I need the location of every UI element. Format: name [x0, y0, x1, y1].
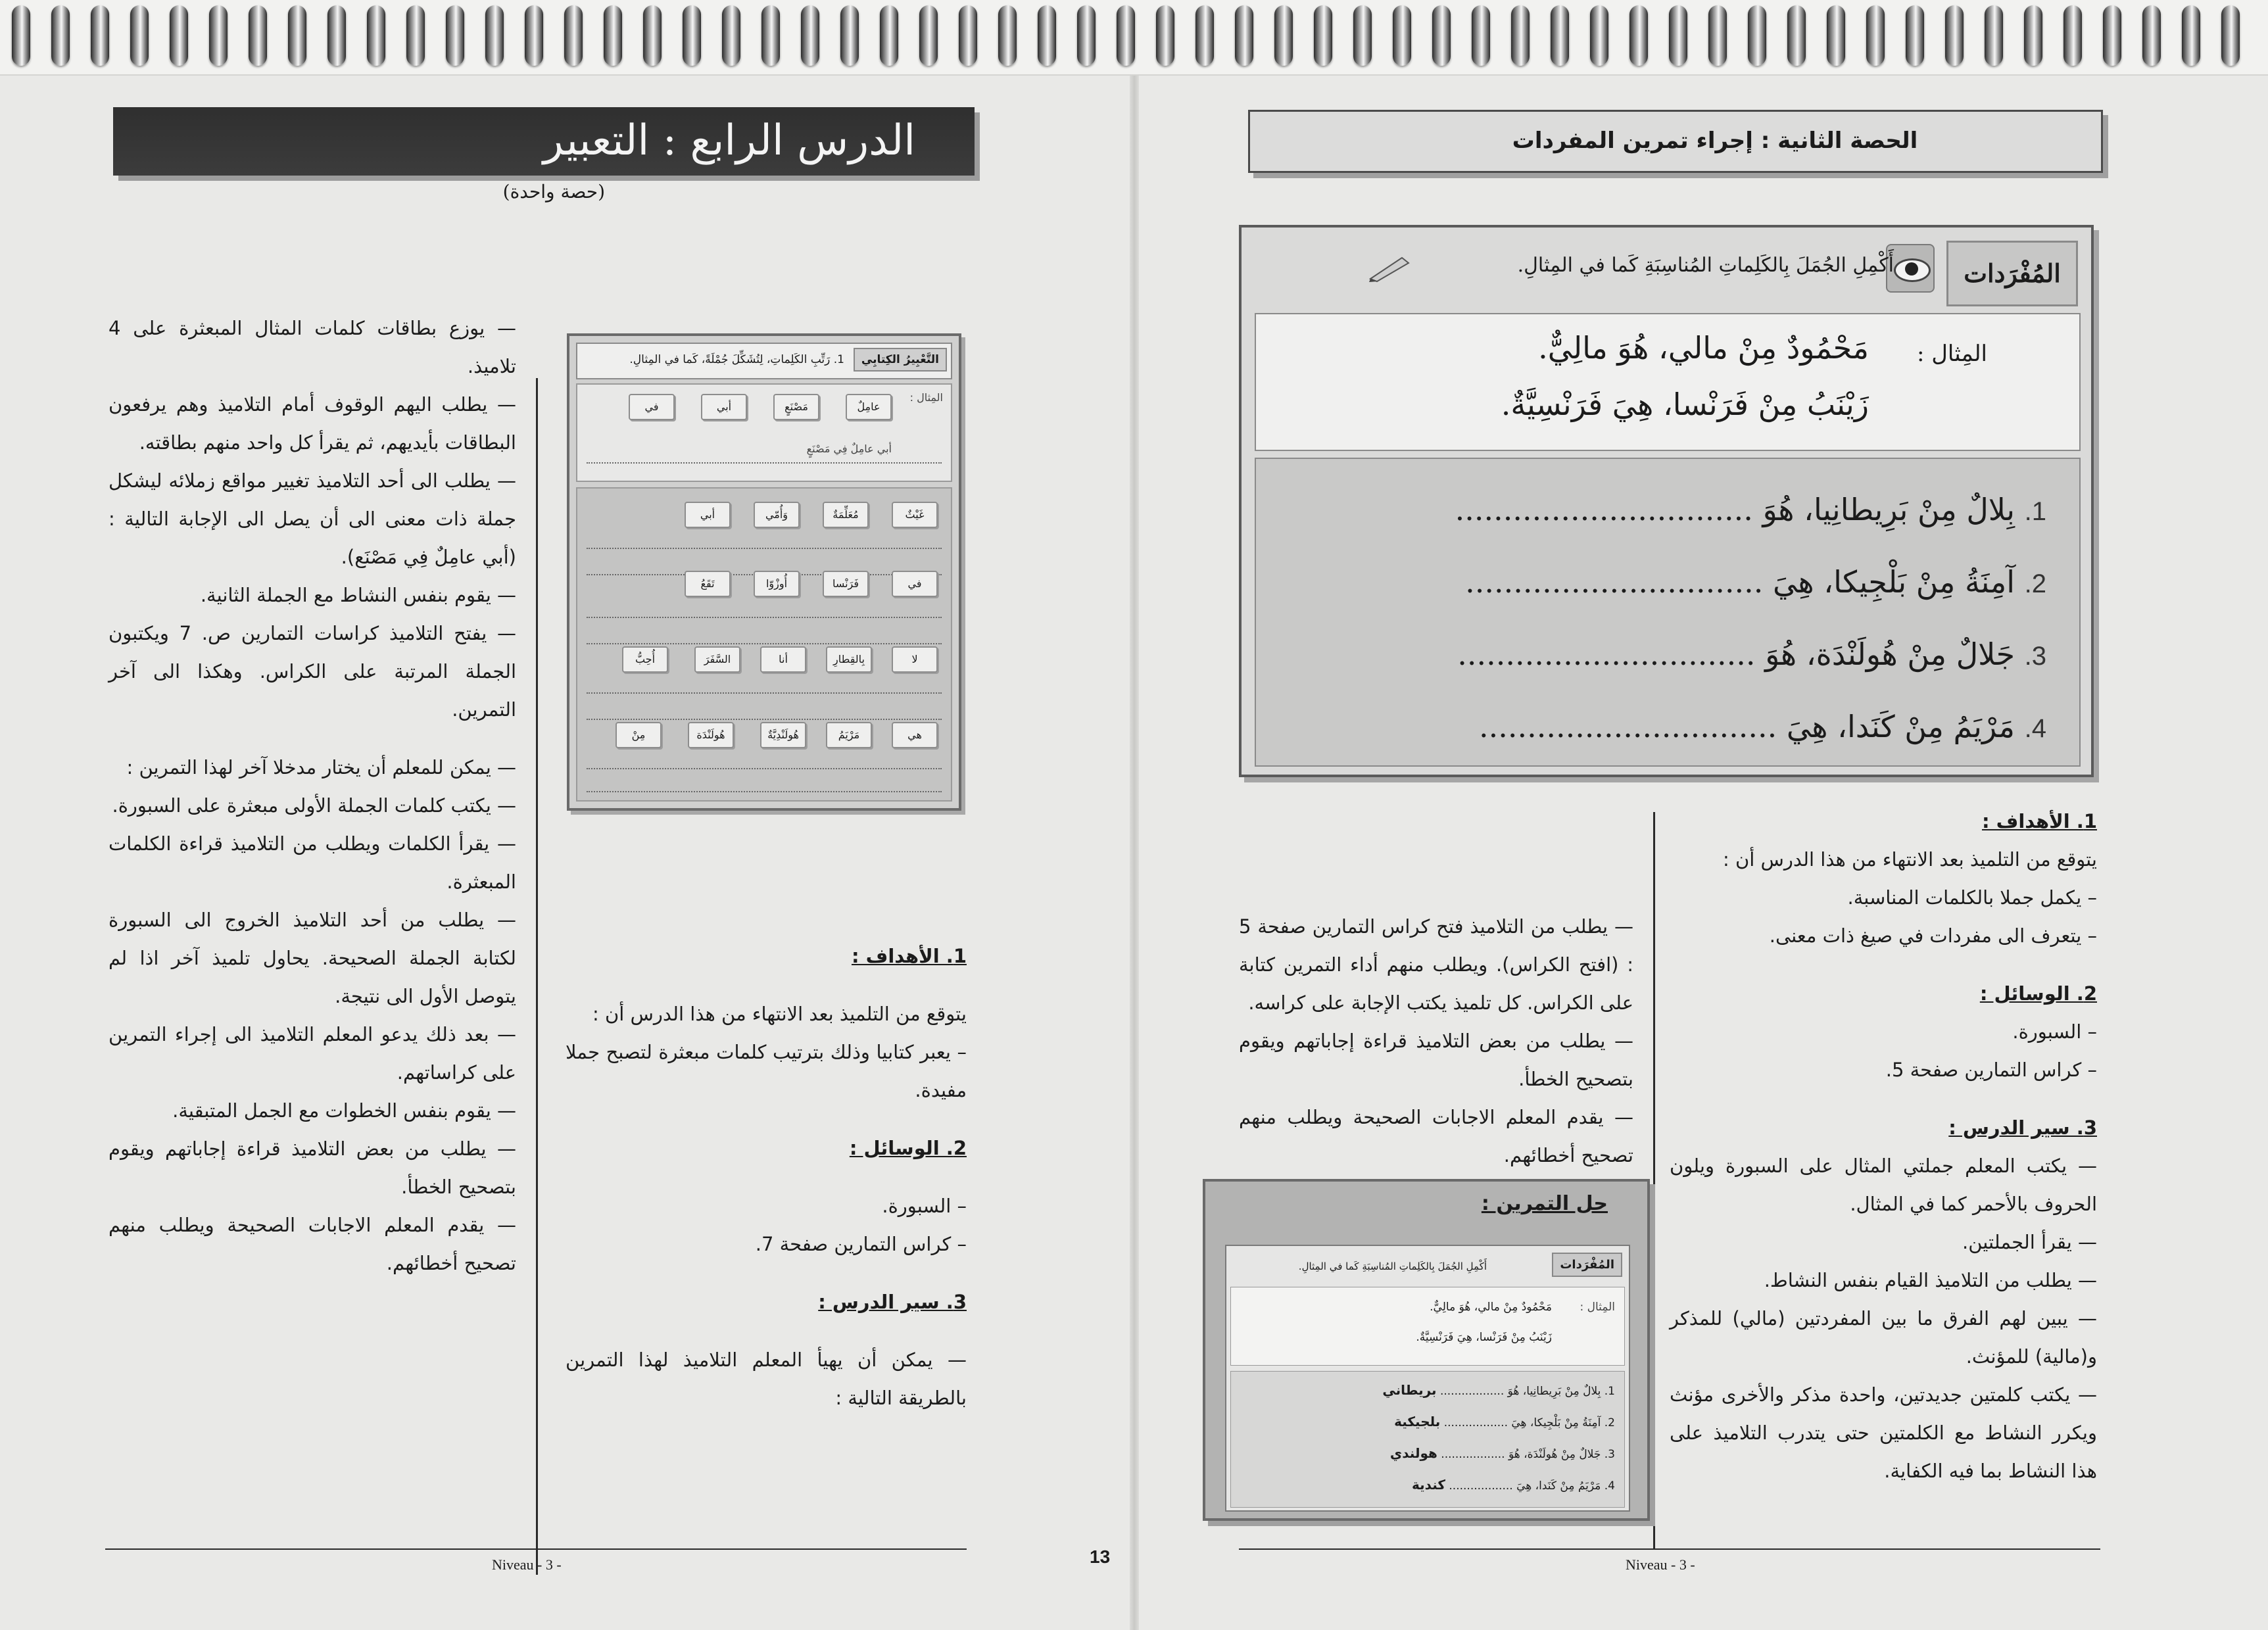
item-text: آمِنَةُ مِنْ بَلْجِيكا، هِيَ ...............................: [1465, 564, 2015, 600]
word-card: أُوزْوّا: [754, 571, 800, 597]
binding-ring: [1077, 5, 1096, 66]
exercise-example-panel: [576, 383, 952, 482]
word-card: لا: [892, 646, 938, 673]
answer-line: [587, 768, 942, 769]
binding-ring: [722, 5, 740, 66]
means-item: – السبورة.: [2012, 1020, 2097, 1043]
paragraph: — يكتب المعلم جملتي المثال على السبورة ويلون الحروف بالأحمر كما في المثال.: [1670, 1155, 2097, 1215]
binding-ring: [446, 5, 464, 66]
question-text: 2. آمِنَةُ مِنْ بَلْجِيكا، هِيَ ..................: [1443, 1416, 1615, 1429]
paragraph: — يمكن للمعلم أن يختار مدخلا آخر لهذا التمرين :: [126, 756, 516, 779]
item-number: 4.: [2024, 714, 2046, 743]
answer-line: [587, 548, 942, 549]
paragraph: – يكمل جملا بالكلمات المناسبة.: [1847, 886, 2097, 909]
procedure-heading: 3. سير الدرس :: [1948, 1116, 2097, 1139]
word-card: غَيْثٌ: [892, 502, 938, 528]
objectives-heading: 1. الأهداف :: [851, 945, 967, 967]
word-card: في: [892, 571, 938, 597]
paragraph: — يطلب من أحد التلاميذ الخروج الى السبورة لكتابة الجملة الصحيحة. يحاول تلميذ آخر اذا لم يتوصل الأول الى نتيجة.: [109, 909, 516, 1007]
session-title: الحصة الثانية : إجراء تمرين المفردات: [1248, 110, 2103, 173]
answer-text: هولندي: [1389, 1445, 1437, 1461]
item-text: جَلالٌ مِنْ هُولَنْدَة، هُوَ ...............................: [1457, 636, 2015, 672]
word-card: هي: [892, 722, 938, 748]
paragraph: – يعبر كتابيا وذلك بترتيب كلمات مبعثرة لتصبح جملا مفيدة.: [566, 1041, 967, 1101]
word-card: تَقَعُ: [685, 571, 731, 597]
binding-ring: [170, 5, 188, 66]
paragraph: — يمكن أن يهيأ المعلم التلاميذ لهذا التمرين بالطريقة التالية :: [566, 1349, 967, 1409]
binding-ring: [525, 5, 543, 66]
solution-row: [1240, 1414, 1615, 1429]
paragraph: — يقوم بنفس الخطوات مع الجمل المتبقية.: [172, 1099, 516, 1122]
binding-ring: [2221, 5, 2240, 66]
binding-ring: [2063, 5, 2082, 66]
exercise-instruction: أَكْمِلِ الجُمَلَ بِالكَلِماتِ المُناسِبَةِ كَما في المِثالِ.: [1517, 254, 1894, 277]
binding-ring: [1235, 5, 1253, 66]
lesson-title: الدرس الرابع : التعبير: [113, 107, 975, 176]
example-label: المِثال :: [1916, 341, 1987, 367]
paragraph: يتوقع من التلميذ بعد الانتهاء من هذا الدرس أن :: [592, 1003, 967, 1025]
binding-ring: [485, 5, 504, 66]
paragraph: — يطلب من بعض التلاميذ قراءة إجاباتهم ويقوم بتصحيح الخطأ.: [1239, 1030, 1633, 1090]
paragraph: — يبين لهم الفرق ما بين المفردتين (مالي) للمذكر و(مالية) للمؤنث.: [1670, 1307, 2097, 1368]
binding-ring: [1551, 5, 1569, 66]
exercise-item: [1323, 564, 2046, 600]
left-page-right-column: [109, 309, 516, 1282]
word-card: مَصْنَعٍ: [773, 394, 819, 420]
binding-ring: [604, 5, 622, 66]
binding-ring: [1117, 5, 1135, 66]
paragraph: — يطلب من التلاميذ فتح كراس التمارين صفحة 5 : (افتح الكراس). ويطلب منهم أداء التمرين كتابة على الكراس. كل تلميذ يكتب الإجابة على كراسه.: [1239, 915, 1633, 1014]
right-page-right-column: [1670, 802, 2097, 1490]
word-card: أبي: [685, 502, 731, 528]
question-text: 4. مَرْيَمُ مِنْ كَنَدا، هِيَ ..................: [1449, 1479, 1615, 1493]
exercise-instruction: أَكْمِلِ الجُمَلَ بِالكَلِماتِ المُناسِبَةِ كَما في المِثالِ.: [1298, 1260, 1487, 1272]
column-divider: [536, 378, 538, 1575]
word-card: السَّفَرَ: [694, 646, 740, 673]
answer-line: [587, 791, 942, 792]
solution-example: [1230, 1287, 1625, 1366]
word-card: هُولَنْدِيَّةٌ: [760, 722, 806, 748]
binding-ring: [919, 5, 938, 66]
example-sentence: زَيْنَبُ مِنْ فَرَنْسا، هِيَ فَرَنْسِيَّةٌ.: [1501, 387, 1869, 422]
paragraph: — يقوم بنفس النشاط مع الجملة الثانية.: [200, 584, 516, 606]
binding-ring: [1511, 5, 1530, 66]
binding-ring: [959, 5, 977, 66]
example-label: المِثال :: [909, 391, 943, 404]
answer-text: بريطاني: [1382, 1382, 1437, 1398]
solution-title: حل التمرين :: [1481, 1192, 1608, 1215]
binding-ring: [1393, 5, 1411, 66]
exercise-instruction: 1. رَتِّبِ الكَلِماتِ، لِتُشَكِّلَ جُمْلَةً، كَما في المِثالِ.: [629, 353, 844, 366]
binding-ring: [1590, 5, 1608, 66]
binding-ring: [367, 5, 385, 66]
exercise-item: [1323, 709, 2046, 744]
binding-ring: [998, 5, 1017, 66]
writing-exercise-image: [567, 333, 961, 811]
word-card: عامِلٌ: [846, 394, 892, 420]
paragraph: يتوقع من التلميذ بعد الانتهاء من هذا الدرس أن :: [1722, 848, 2097, 871]
binding-ring: [761, 5, 780, 66]
binding-ring: [1314, 5, 1332, 66]
answer-line: [587, 643, 942, 644]
exercise-item: [1323, 492, 2046, 527]
item-number: 3.: [2024, 642, 2046, 671]
means-item: – كراس التمارين صفحة 7.: [755, 1233, 967, 1255]
binding-ring: [1432, 5, 1451, 66]
binding-ring: [564, 5, 583, 66]
word-card: بِالقِطارِ: [826, 646, 872, 673]
binding-ring: [2142, 5, 2161, 66]
exercise-tab: المُفْرَدات: [1552, 1253, 1622, 1277]
answer-line: [587, 617, 942, 618]
word-card: هُولَنْدَة: [688, 722, 734, 748]
example-panel: [1255, 313, 2081, 451]
paragraph: — يقدم المعلم الاجابات الصحيحة ويطلب منهم تصحيح أخطائهم.: [109, 1214, 516, 1274]
word-card: مِنْ: [615, 722, 662, 748]
paragraph: — يكتب كلمتين جديدتين، واحدة مذكر والأخرى مؤنث ويكرر النشاط مع الكلمتين حتى يتدرب التلاميذ على هذا النشاط بما فيه الكفاية.: [1670, 1383, 2097, 1482]
right-page-left-column: [1239, 907, 1633, 1174]
question-text: 3. جَلالٌ مِنْ هُولَنْدَة، هُوَ ..................: [1441, 1448, 1615, 1461]
binding-ring: [209, 5, 228, 66]
solution-header: [1230, 1250, 1625, 1284]
exercise-header: [576, 343, 952, 379]
exercise-item: [1323, 636, 2046, 672]
binding-ring: [880, 5, 898, 66]
objectives-heading: 1. الأهداف :: [1981, 810, 2097, 832]
page-number: 13: [1090, 1546, 1111, 1567]
example-sentence: مَحْمُودٌ مِنْ مالي، هُوَ مالِيٌّ.: [1538, 330, 1869, 366]
pencil-icon: [1368, 252, 1414, 283]
item-text: بِلالٌ مِنْ بَرِيطانِيا، هُوَ ...............................: [1455, 492, 2015, 527]
paragraph: – يتعرف الى مفردات في صيغ ذات معنى.: [1769, 924, 2097, 947]
binding-ring: [1274, 5, 1293, 66]
solution-exercise: [1225, 1245, 1630, 1512]
binding-ring: [288, 5, 306, 66]
footer-level: Niveau - 3 -: [492, 1556, 562, 1573]
word-card: أنا: [760, 646, 806, 673]
paragraph: — يطلب من التلاميذ القيام بنفس النشاط.: [1764, 1269, 2097, 1291]
binding-ring: [249, 5, 267, 66]
binding-ring: [327, 5, 346, 66]
item-number: 1.: [2024, 497, 2046, 526]
binding-ring: [1985, 5, 2003, 66]
binding-ring: [683, 5, 701, 66]
binding-ring: [1353, 5, 1372, 66]
binding-ring: [801, 5, 819, 66]
word-card: مَرْيَمُ: [826, 722, 872, 748]
solution-row: [1240, 1382, 1615, 1398]
procedure-heading: 3. سير الدرس :: [818, 1291, 967, 1313]
word-card: وَأُمّي: [754, 502, 800, 528]
answer-text: كندية: [1412, 1477, 1445, 1493]
binding-ring: [2182, 5, 2200, 66]
word-card: فَرَنْسا: [823, 571, 869, 597]
means-heading: 2. الوسائل :: [1979, 982, 2097, 1005]
footer-rule: [1239, 1548, 2100, 1550]
vocabulary-exercise: [1239, 225, 2094, 777]
binding-ring: [2024, 5, 2042, 66]
binding-ring: [1866, 5, 1885, 66]
lesson-subtitle: (حصة واحدة): [502, 181, 605, 203]
means-item: – السبورة.: [882, 1195, 967, 1217]
binding-ring: [12, 5, 30, 66]
binding-ring: [1629, 5, 1648, 66]
binding-ring: [51, 5, 70, 66]
example-label: المِثال :: [1580, 1301, 1615, 1314]
solution-row: [1240, 1477, 1615, 1493]
paragraph: — بعد ذلك يدعو المعلم التلاميذ الى إجراء التمرين على كراساتهم.: [109, 1023, 516, 1084]
paragraph: — يقرأ الجملتين.: [1962, 1231, 2097, 1253]
solution-row: [1240, 1445, 1615, 1461]
binding-ring: [1906, 5, 1924, 66]
binding-ring: [91, 5, 109, 66]
binding-ring: [130, 5, 149, 66]
example-answer: أبي عامِلٌ فِي مَصْنَعٍ: [806, 443, 892, 455]
binding-ring: [406, 5, 425, 66]
binding-ring: [1748, 5, 1766, 66]
item-text: مَرْيَمُ مِنْ كَنَدا، هِيَ ...............................: [1478, 709, 2015, 744]
answer-line: [587, 692, 942, 694]
binding-ring: [1708, 5, 1727, 66]
binding-ring: [1945, 5, 1964, 66]
word-card: في: [629, 394, 675, 420]
means-heading: 2. الوسائل :: [849, 1137, 967, 1159]
paragraph: — يطلب اليهم الوقوف أمام التلاميذ وهم يرفعون البطاقات بأيديهم، ثم يقرأ كل واحد منهم بطاقته.: [109, 393, 516, 454]
paragraph: — يطلب من بعض التلاميذ قراءة إجاباتهم ويقوم بتصحيح الخطأ.: [109, 1138, 516, 1198]
paragraph: — يكتب كلمات الجملة الأولى مبعثرة على السبورة.: [112, 794, 516, 817]
answer-text: بلجيكية: [1394, 1414, 1441, 1429]
answer-line: [587, 719, 942, 720]
left-page-left-column: [566, 937, 967, 1417]
binding-ring: [2103, 5, 2121, 66]
word-card: أُحِبُّ: [622, 646, 668, 673]
binding-ring: [1787, 5, 1806, 66]
binding-ring: [1038, 5, 1056, 66]
question-text: 1. بِلالٌ مِنْ بَرِيطانِيا، هُوَ ..................: [1439, 1385, 1615, 1398]
example-sentence: زَيْنَبُ مِنْ فَرَنْسا، هِيَ فَرَنْسِيَّةٌ.: [1416, 1331, 1552, 1344]
left-page: [0, 76, 1134, 1630]
footer-level: Niveau - 3 -: [1626, 1556, 1695, 1573]
binding-ring: [840, 5, 859, 66]
binding-ring: [1472, 5, 1490, 66]
word-card: أبي: [701, 394, 747, 420]
exercise-items: [1255, 458, 2081, 767]
paragraph: — يوزع بطاقات كلمات المثال المبعثرة على 4 تلاميذ.: [109, 317, 516, 377]
paragraph: — يفتح التلاميذ كراسات التمارين ص. 7 ويكتبون الجملة المرتبة على الكراس. وهكذا الى آخر التمرين.: [109, 622, 516, 721]
paragraph: — يطلب الى أحد التلاميذ تغيير مواقع زملائه ليشكل جملة ذات معنى الى أن يصل الى الإجابة التالية : (أبي عامِلٌ فِي مَصْنَع).: [109, 469, 516, 568]
exercise-items-panel: [576, 487, 952, 802]
paragraph: — يقرأ الكلمات ويطلب من التلاميذ قراءة الكلمات المبعثرة.: [109, 832, 516, 893]
binding-ring: [643, 5, 662, 66]
word-card: مُعَلِّمَةٌ: [823, 502, 869, 528]
exercise-tab: التَّعْبِيرُ الكِتابِي: [854, 348, 947, 372]
binding-ring: [1156, 5, 1174, 66]
binding-ring: [1827, 5, 1845, 66]
binding-ring: [1195, 5, 1214, 66]
item-number: 2.: [2024, 569, 2046, 598]
means-item: – كراس التمارين صفحة 5.: [1885, 1059, 2097, 1081]
solution-items: [1230, 1371, 1625, 1508]
right-page: [1134, 76, 2268, 1630]
answer-line: [587, 462, 942, 464]
paragraph: — يقدم المعلم الاجابات الصحيحة ويطلب منهم تصحيح أخطائهم.: [1239, 1106, 1633, 1166]
exercise-tab: المُفْرَدات: [1946, 241, 2078, 306]
solution-image: [1203, 1179, 1650, 1521]
binding-ring: [1669, 5, 1687, 66]
column-divider: [1653, 812, 1655, 1548]
footer-rule: [105, 1548, 967, 1550]
example-sentence: مَحْمُودٌ مِنْ مالي، هُوَ مالِيٌّ.: [1430, 1301, 1552, 1314]
spiral-binding: [0, 0, 2268, 76]
